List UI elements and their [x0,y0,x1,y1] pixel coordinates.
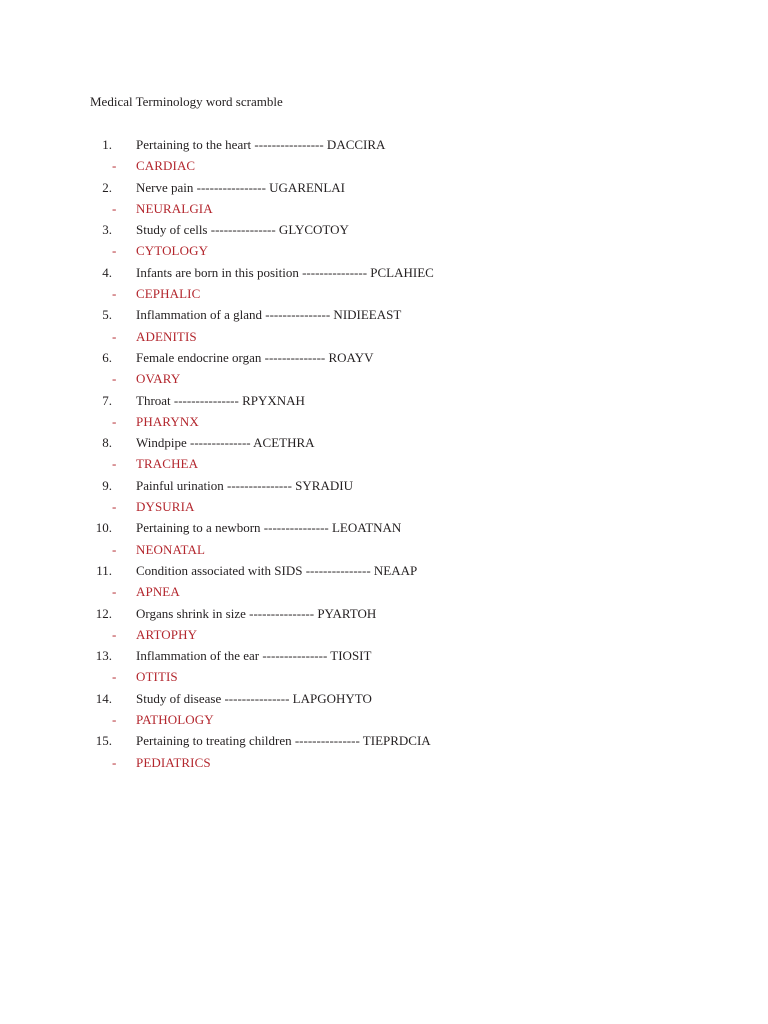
answer-text: OTITIS [136,669,178,685]
answer-dash: - [112,158,117,174]
question-text: Pertaining to treating children --------------- TIEPRDCIA [136,733,431,749]
answer-dash: - [112,456,117,472]
answer-text: TRACHEA [136,456,199,472]
list-item [0,560,768,603]
answer-dash: - [112,413,117,429]
item-number: 12. [95,605,112,621]
question-line [0,304,768,325]
list-item [0,688,768,731]
answer-line [0,326,768,347]
question-text: Nerve pain ---------------- UGARENLAI [136,179,345,195]
item-number: 11. [96,562,112,578]
list-item [0,432,768,475]
question-text: Inflammation of the ear --------------- TIOSIT [136,648,372,664]
item-number: 9. [102,477,112,493]
question-line [0,390,768,411]
item-number: 3. [102,222,112,238]
answer-line [0,368,768,389]
answer-line [0,453,768,474]
question-text: Infants are born in this position --------------- PCLAHIEC [136,264,434,280]
list-item [0,219,768,262]
scramble-list [0,134,768,773]
list-item [0,645,768,688]
answer-text: CARDIAC [136,158,196,174]
question-line [0,730,768,751]
list-item [0,517,768,560]
question-text: Condition associated with SIDS --------------- NEAAP [136,562,418,578]
question-line [0,645,768,666]
list-item [0,262,768,305]
question-text: Pertaining to a newborn --------------- LEOATNAN [136,520,402,536]
answer-text: NEURALGIA [136,200,213,216]
answer-dash: - [112,541,117,557]
answer-line [0,155,768,176]
question-text: Throat --------------- RPYXNAH [136,392,305,408]
question-line [0,432,768,453]
list-item [0,347,768,390]
answer-dash: - [112,626,117,642]
answer-text: ARTOPHY [136,626,198,642]
item-number: 8. [102,435,112,451]
question-text: Inflammation of a gland --------------- NIDIEEAST [136,307,402,323]
answer-dash: - [112,669,117,685]
item-number: 7. [102,392,112,408]
item-number: 13. [95,648,112,664]
question-line [0,560,768,581]
item-number: 5. [102,307,112,323]
list-item [0,390,768,433]
question-line [0,134,768,155]
item-number: 1. [102,137,112,152]
list-item [0,603,768,646]
item-number: 15. [95,733,112,749]
question-line [0,517,768,538]
answer-dash: - [112,371,117,387]
answer-line [0,240,768,261]
question-line [0,262,768,283]
question-line [0,347,768,368]
answer-text: OVARY [136,371,181,387]
answer-text: DYSURIA [136,499,195,515]
item-number: 2. [102,179,112,195]
answer-line [0,198,768,219]
answer-dash: - [112,200,117,216]
item-number: 6. [102,349,112,365]
answer-dash: - [112,328,117,344]
answer-line [0,666,768,687]
answer-text: NEONATAL [136,541,206,557]
item-number: 10. [95,520,112,536]
answer-text: CYTOLOGY [136,243,209,259]
answer-line [0,539,768,560]
answer-dash: - [112,712,117,728]
answer-line [0,581,768,602]
question-line [0,219,768,240]
question-text: Windpipe -------------- ACETHRA [136,435,315,451]
question-text: Study of cells --------------- GLYCOTOY [136,222,349,238]
answer-line [0,496,768,517]
item-number: 4. [102,264,112,280]
item-number: 14. [95,690,112,706]
question-text: Painful urination --------------- SYRADIU [136,477,353,493]
answer-dash: - [112,584,117,600]
question-text: Study of disease --------------- LAPGOHYTO [136,690,372,706]
question-line [0,177,768,198]
question-text: Organs shrink in size --------------- PYARTOH [136,605,377,621]
answer-dash: - [112,499,117,515]
answer-dash: - [112,286,117,302]
list-item [0,177,768,220]
question-text: Pertaining to the heart ---------------- DACCIRA [136,137,386,152]
answer-text: PHARYNX [136,413,199,429]
answer-line [0,283,768,304]
answer-line [0,709,768,730]
question-line [0,688,768,709]
question-line [0,475,768,496]
answer-text: APNEA [136,584,180,600]
answer-text: ADENITIS [136,328,197,344]
question-text: Female endocrine organ -------------- ROAYV [136,349,374,365]
answer-text: PEDIATRICS [136,754,211,770]
list-item [0,730,768,773]
answer-line [0,411,768,432]
answer-text: CEPHALIC [136,286,201,302]
list-item [0,304,768,347]
answer-text: PATHOLOGY [136,712,214,728]
question-line [0,603,768,624]
answer-line [0,752,768,773]
answer-line [0,624,768,645]
list-item [0,134,768,177]
answer-dash: - [112,754,117,770]
list-item [0,475,768,518]
document-title: Medical Terminology word scramble [90,94,283,109]
answer-dash: - [112,243,117,259]
